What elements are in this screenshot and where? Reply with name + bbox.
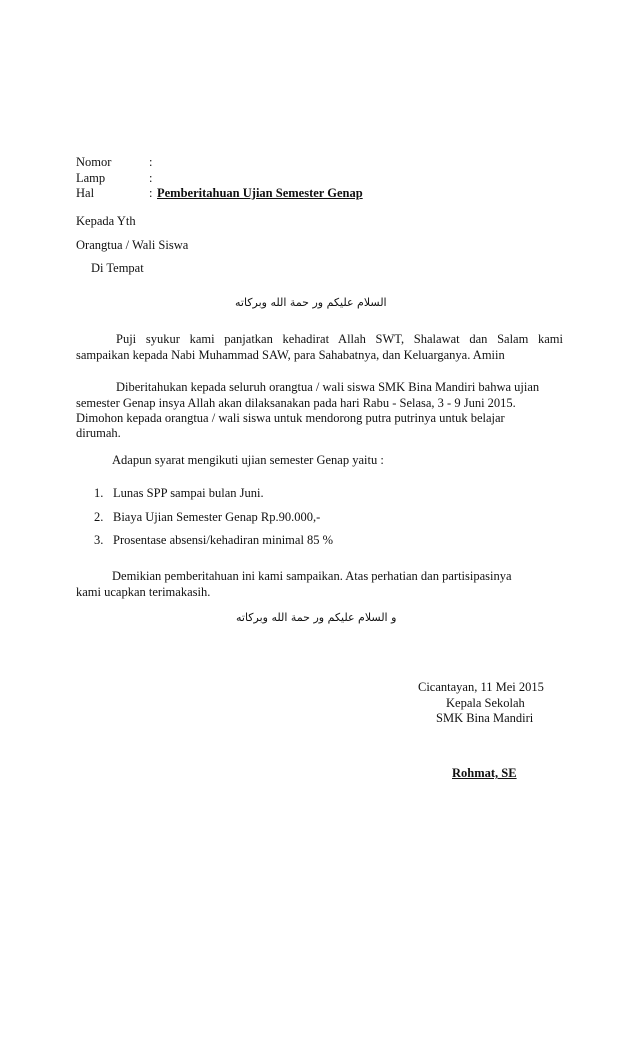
requirement-number: 2. — [94, 510, 104, 524]
lamp-colon: : — [149, 171, 153, 185]
paragraph1-line: sampaikan kepada Nabi Muhammad SAW, para Sahabatnya, dan Keluarganya. Amiin — [76, 348, 505, 362]
paragraph2-line: semester Genap insya Allah akan dilaksanakan pada hari Rabu - Selasa, 3 - 9 Juni 2015. — [76, 396, 516, 410]
requirement-number: 1. — [94, 486, 104, 500]
requirement-item: Lunas SPP sampai bulan Juni. — [113, 486, 264, 500]
hal-colon: : — [149, 186, 153, 200]
recipient-line-2: Orangtua / Wali Siswa — [76, 238, 189, 252]
paragraph1-line: Puji syukur kami panjatkan kehadirat Allah SWT, Shalawat dan Salam kami — [116, 332, 563, 346]
closing-line: Demikian pemberitahuan ini kami sampaikan. Atas perhatian dan partisipasinya — [112, 569, 512, 583]
hal-subject: Pemberitahuan Ujian Semester Genap — [157, 186, 363, 200]
arabic-greeting-open: السلام عليكم ور حمة الله وبركاته — [235, 296, 387, 309]
requirement-item: Prosentase absensi/kehadiran minimal 85 % — [113, 533, 334, 547]
nomor-label: Nomor — [76, 155, 112, 169]
recipient-line-3: Di Tempat — [91, 261, 144, 275]
paragraph2-line: dirumah. — [76, 426, 121, 440]
school-name: SMK Bina Mandiri — [436, 711, 534, 725]
arabic-greeting-close: و السلام عليكم ور حمة الله وبركاته — [236, 611, 397, 624]
nomor-colon: : — [149, 155, 153, 169]
requirements-intro: Adapun syarat mengikuti ujian semester Genap yaitu : — [112, 453, 384, 467]
requirement-item: Biaya Ujian Semester Genap Rp.90.000,- — [113, 510, 321, 524]
paragraph2-line: Dimohon kepada orangtua / wali siswa untuk mendorong putra putrinya untuk belajar — [76, 411, 505, 425]
requirement-number: 3. — [94, 533, 104, 547]
hal-label: Hal — [76, 186, 95, 200]
paragraph2-line: Diberitahukan kepada seluruh orangtua / wali siswa SMK Bina Mandiri bahwa ujian — [116, 380, 540, 394]
recipient-line-1: Kepada Yth — [76, 214, 136, 228]
signer-title: Kepala Sekolah — [446, 696, 525, 710]
place-date: Cicantayan, 11 Mei 2015 — [418, 680, 544, 694]
lamp-label: Lamp — [76, 171, 106, 185]
signer-name: Rohmat, SE — [452, 766, 517, 780]
closing-line: kami ucapkan terimakasih. — [76, 585, 211, 599]
